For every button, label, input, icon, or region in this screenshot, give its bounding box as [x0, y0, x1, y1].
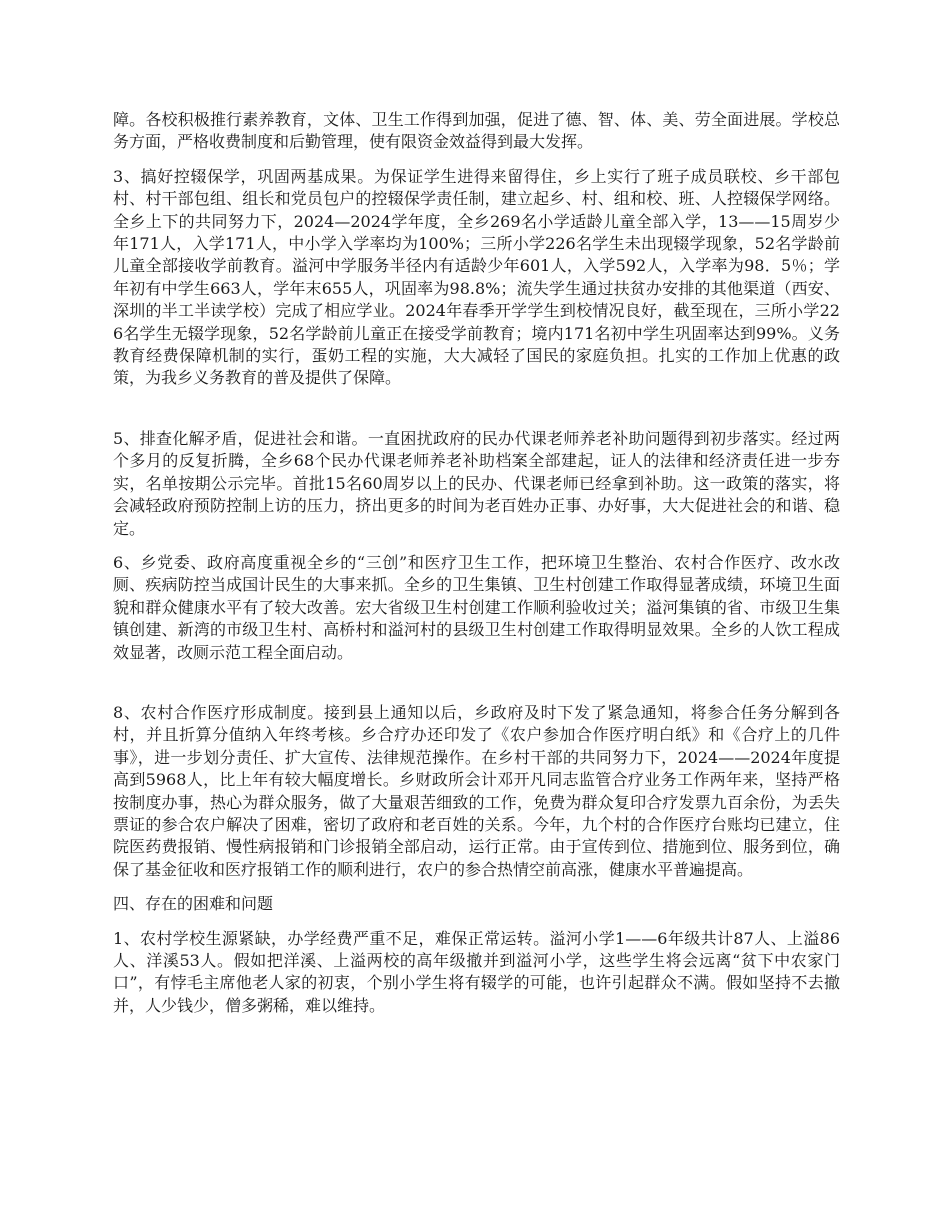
section-heading-problems: 四、存在的困难和问题	[113, 894, 274, 914]
paragraph-problem-1: 1、农村学校生源紧缺，办学经费严重不足，难保正常运转。溢河小学1——6年级共计87人、上溢86人、洋溪53人。假如把洋溪、上溢两校的高年级撤并到溢河小学，这些学生将会远离“贫下中农家门口”，有悖毛主席他老人家的初衷，个别小学生将有辍学的可能，也许引起群众不满。假如坚持不去撤并，人少钱少，僧多粥稀，难以维持。	[113, 928, 840, 1015]
paragraph-item-3: 3、搞好控辍保学，巩固两基成果。为保证学生进得来留得住，乡上实行了班子成员联校、乡干部包村、村干部包组、组长和党员包户的控辍保学责任制，建立起乡、村、组和校、班、人控辍保学网络。全乡上下的共同努力下，2024—2024学年度，全乡269名小学适龄儿童全部入学，13——15周岁少年171人，入学171人，中小学入学率均为100%；三所小学226名学生未出现辍学现象，52名学龄前儿童全部接收学前教育。溢河中学服务半径内有适龄少年601人，入学592人，入学率为98．5％；学年初有中学生663人，学年末655人，巩固率为98.8%；流失学生通过扶贫办安排的其他渠道（西安、深圳的半工半读学校）完成了相应学业。2024年春季开学学生到校情况良好，截至现在，三所小学226名学生无辍学现象，52名学龄前儿童正在接受学前教育；境内171名初中学生巩固率达到99%。义务教育经费保障机制的实行，蛋奶工程的实施，大大减轻了国民的家庭负担。扎实的工作加上优惠的政策，为我乡义务教育的普及提供了保障。	[113, 166, 840, 388]
paragraph-item-8: 8、农村合作医疗形成制度。接到县上通知以后，乡政府及时下发了紧急通知，将参合任务分解到各村，并且折算分值纳入年终考核。乡合疗办还印发了《农户参加合作医疗明白纸》和《合疗上的几件事》，进一步划分责任、扩大宣传、法律规范操作。在乡村干部的共同努力下，2024——2024年度提高到5968人，比上年有较大幅度增长。乡财政所会计邓开凡同志监管合疗业务工作两年来，坚持严格按制度办事，热心为群众服务，做了大量艰苦细致的工作，免费为群众复印合疗发票九百余份，为丢失票证的参合农户解决了困难，密切了政府和老百姓的关系。今年，九个村的合作医疗台账均已建立，住院医药费报销、慢性病报销和门诊报销全部启动，运行正常。由于宣传到位、措施到位、服务到位，确保了基金征收和医疗报销工作的顺利进行，农户的参合热情空前高涨，健康水平普遍提高。	[113, 702, 840, 879]
paragraph-item-6: 6、乡党委、政府高度重视全乡的“三创”和医疗卫生工作，把环境卫生整治、农村合作医疗、改水改厕、疾病防控当成国计民生的大事来抓。全乡的卫生集镇、卫生村创建工作取得显著成绩，环境卫生面貌和群众健康水平有了较大改善。宏大省级卫生村创建工作顺利验收过关；溢河集镇的省、市级卫生集镇创建、新湾的市级卫生村、高桥村和溢河村的县级卫生村创建工作取得明显效果。全乡的人饮工程成效显著，改厕示范工程全面启动。	[113, 552, 840, 662]
paragraph-intro-continuation: 障。各校积极推行素养教育，文体、卫生工作得到加强，促进了德、智、体、美、劳全面进展。学校总务方面，严格收费制度和后勤管理，使有限资金效益得到最大发挥。	[113, 110, 840, 152]
document-body	[113, 109, 840, 1029]
section-gap	[113, 402, 840, 428]
section-gap	[113, 676, 840, 702]
paragraph-item-5: 5、排查化解矛盾，促进社会和谐。一直困扰政府的民办代课老师养老补助问题得到初步落实。经过两个多月的反复折腾，全乡68个民办代课老师养老补助档案全部建起，证人的法律和经济责任进一步夯实，名单按期公示完毕。首批15名60周岁以上的民办、代课老师已经拿到补助。这一政策的落实，将会减轻政府预防控制上访的压力，挤出更多的时间为老百姓办正事、办好事，大大促进社会的和谐、稳定。	[113, 428, 840, 538]
